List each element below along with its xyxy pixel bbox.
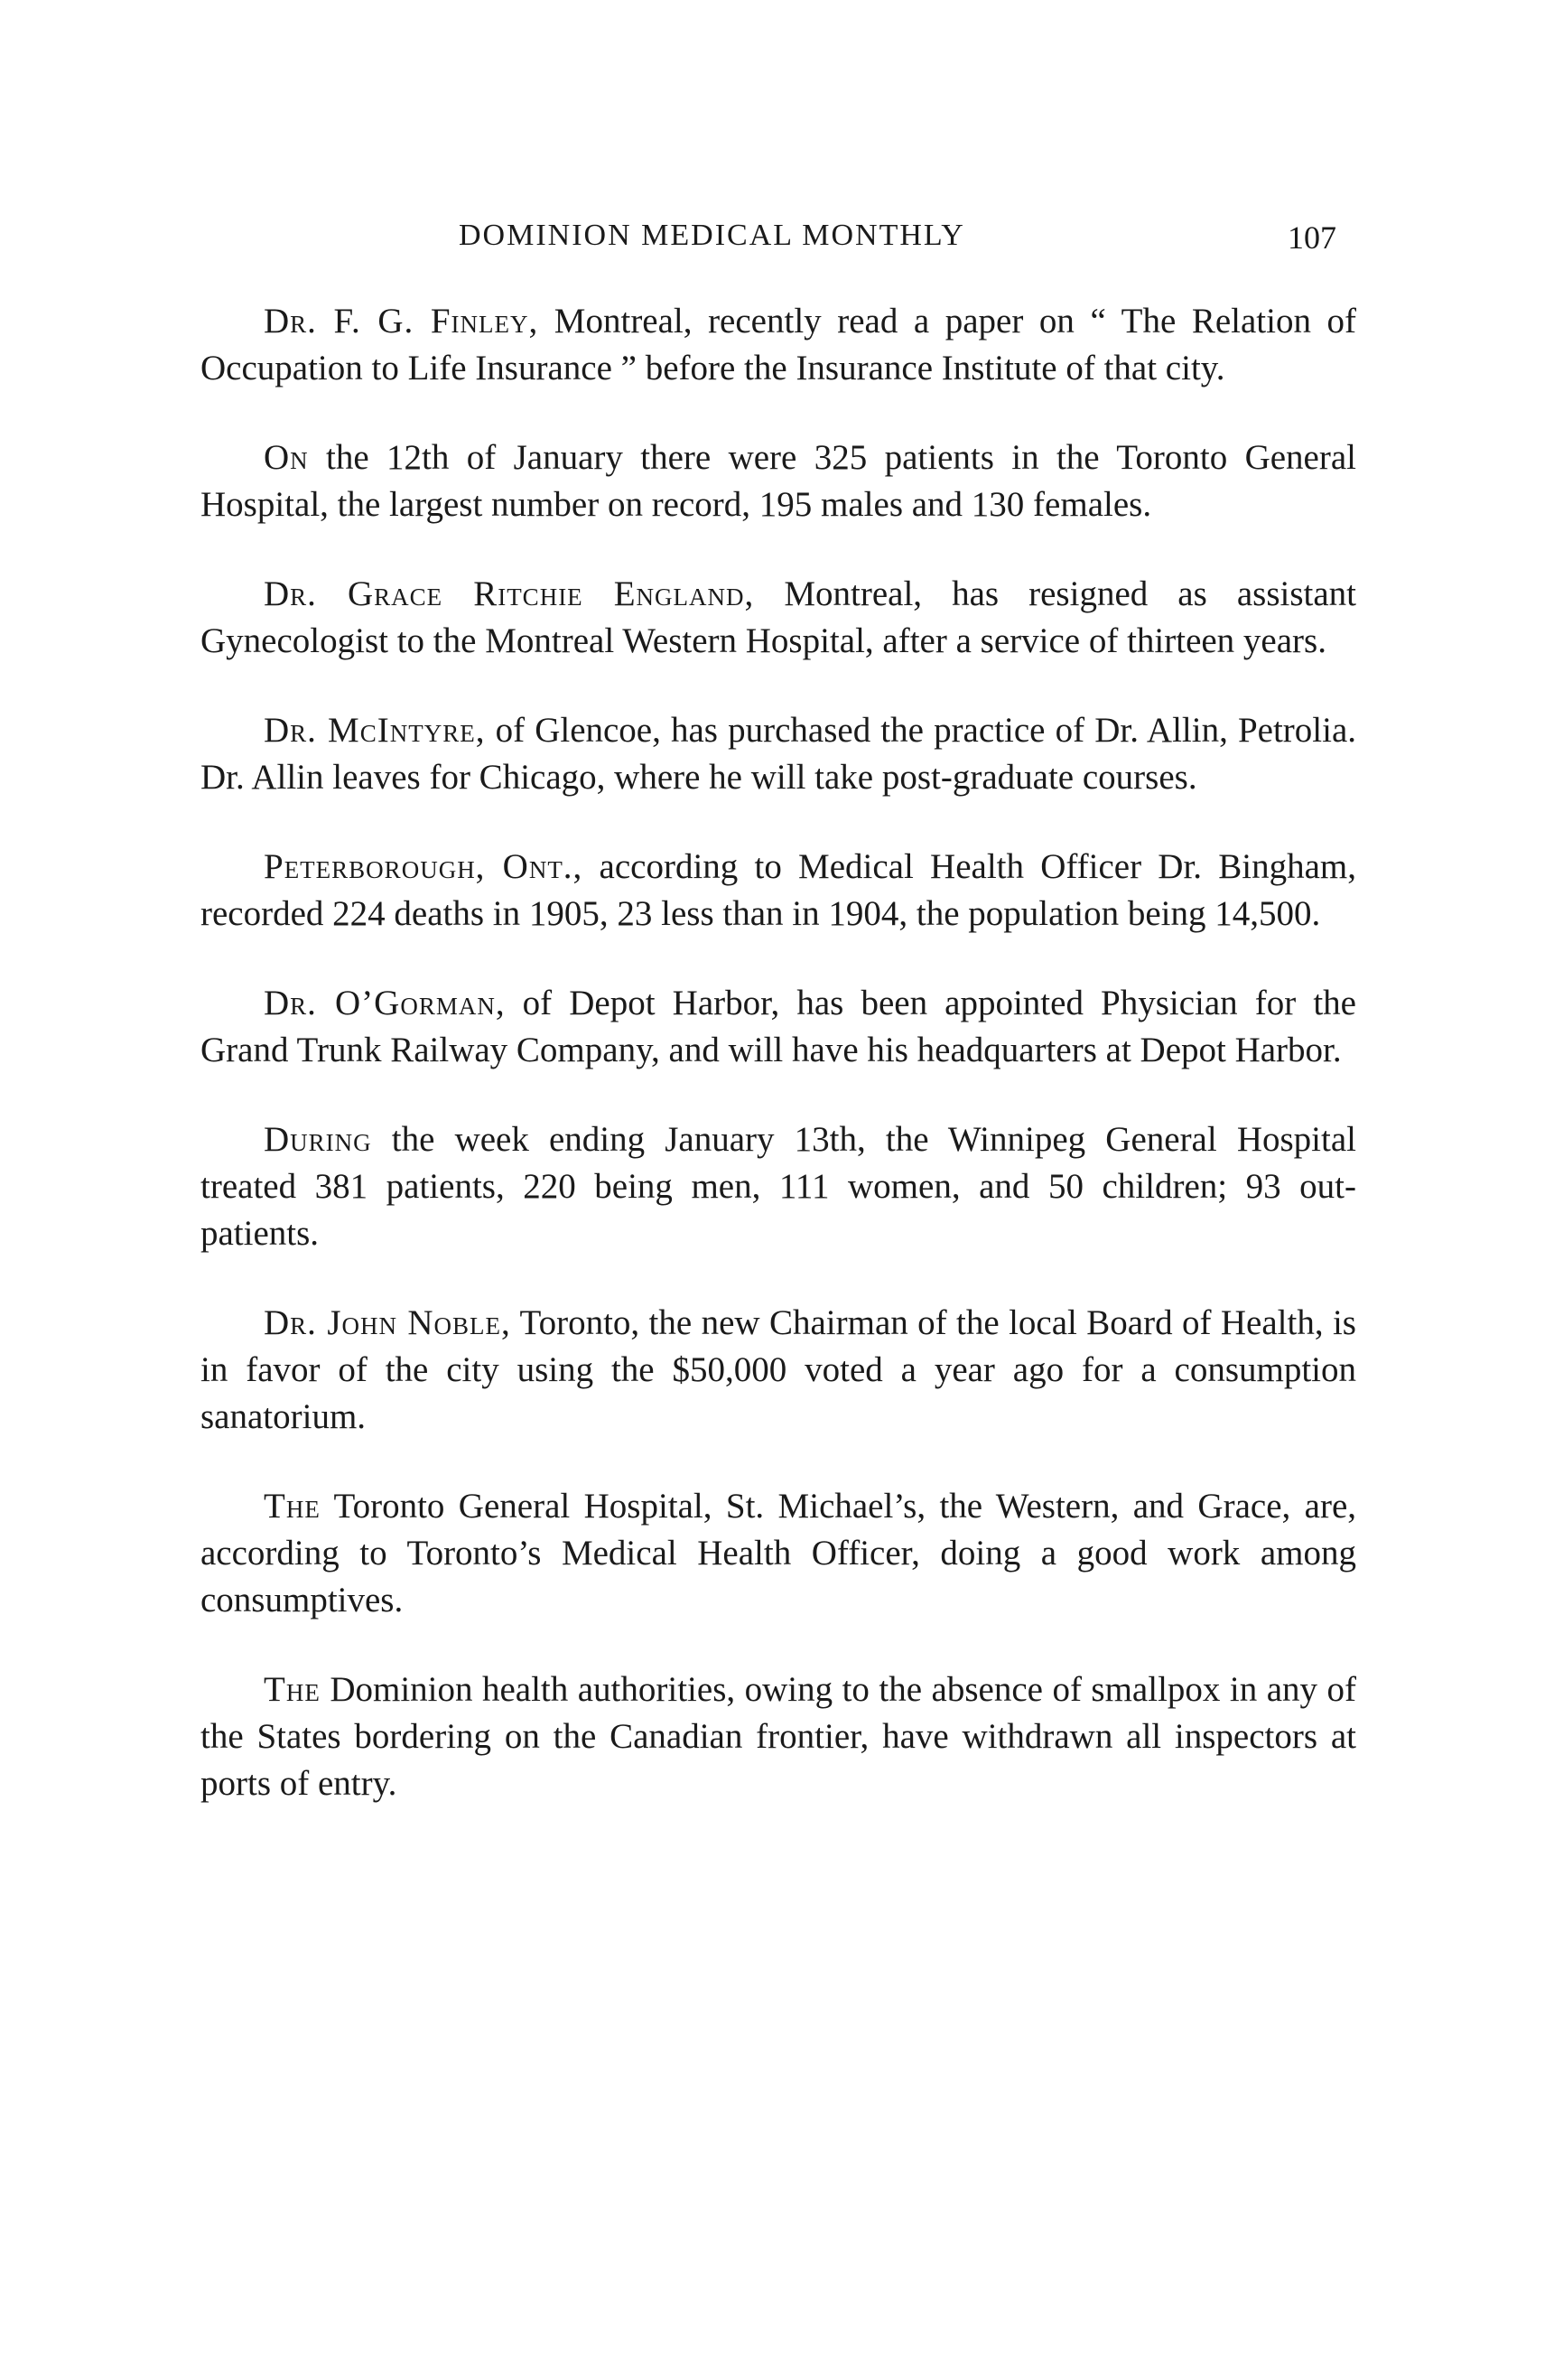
item-text: the 12th of January there were 325 patients in the Toronto General Hospital, the largest number on record, 195 males and 130 females. (200, 438, 1356, 524)
item-lead: Dr. F. G. Finley, (264, 302, 539, 341)
journal-title: DOMINION MEDICAL MONTHLY (459, 219, 965, 252)
item-text: Montreal, has resigned as assistant Gynecologist to the Montreal Western Hospital, after a service of thirteen years. (200, 574, 1356, 660)
item-lead: The (264, 1487, 321, 1526)
item-lead: Dr. Grace Ritchie England, (264, 574, 755, 613)
item-lead: Dr. John Noble, (264, 1303, 511, 1342)
news-item-toronto-general-patients (200, 434, 1356, 528)
item-text: Toronto, the new Chairman of the local Board of Health, is in favor of the city using the $50,000 voted a year ago for a consumption sanatorium. (200, 1303, 1356, 1436)
item-text: of Depot Harbor, has been appointed Physician for the Grand Trunk Railway Company, and will have his headquarters at Depot Harbor. (200, 984, 1356, 1069)
item-text: according to Medical Health Officer Dr. Bingham, recorded 224 deaths in 1905, 23 less than in 1904, the population being 14,500. (200, 847, 1356, 933)
item-text: of Glencoe, has purchased the practice of Dr. Allin, Petrolia. Dr. Allin leaves for Chicago, where he will take post-graduate courses. (200, 711, 1357, 797)
news-item-finley (200, 298, 1356, 392)
item-text: Toronto General Hospital, St. Michael’s, the Western, and Grace, are, according to Toronto’s Medical Health Officer, doing a good work among consumptives. (200, 1487, 1356, 1619)
item-lead: On (264, 438, 309, 477)
item-text: the week ending January 13th, the Winnipeg General Hospital treated 381 patients, 220 being men, 111 women, and 50 children; 93 out-patients. (200, 1120, 1356, 1253)
item-text: Dominion health authorities, owing to the absence of smallpox in any of the States bordering on the Canadian frontier, have withdrawn all inspectors at ports of entry. (200, 1670, 1356, 1803)
news-item-ogorman (200, 980, 1356, 1074)
item-lead: Peterborough, Ont., (264, 847, 583, 886)
item-text: Montreal, recently read a paper on “ The Relation of Occupation to Life Insurance ” before the Insurance Institute of that city. (200, 302, 1356, 387)
running-head (199, 219, 1336, 264)
news-items (200, 298, 1356, 1850)
news-item-consumptives (200, 1483, 1356, 1624)
news-item-england (200, 571, 1356, 665)
item-lead: Dr. McIntyre, (264, 711, 486, 750)
news-item-noble (200, 1300, 1356, 1441)
news-item-winnipeg-hospital (200, 1116, 1356, 1257)
news-item-peterborough (200, 844, 1356, 938)
news-item-smallpox-inspectors (200, 1666, 1356, 1807)
item-lead: During (264, 1120, 372, 1159)
news-item-mcintyre (200, 707, 1356, 801)
item-lead: The (264, 1670, 321, 1709)
page-number: 107 (1288, 219, 1336, 256)
item-lead: Dr. O’Gorman, (264, 984, 506, 1022)
